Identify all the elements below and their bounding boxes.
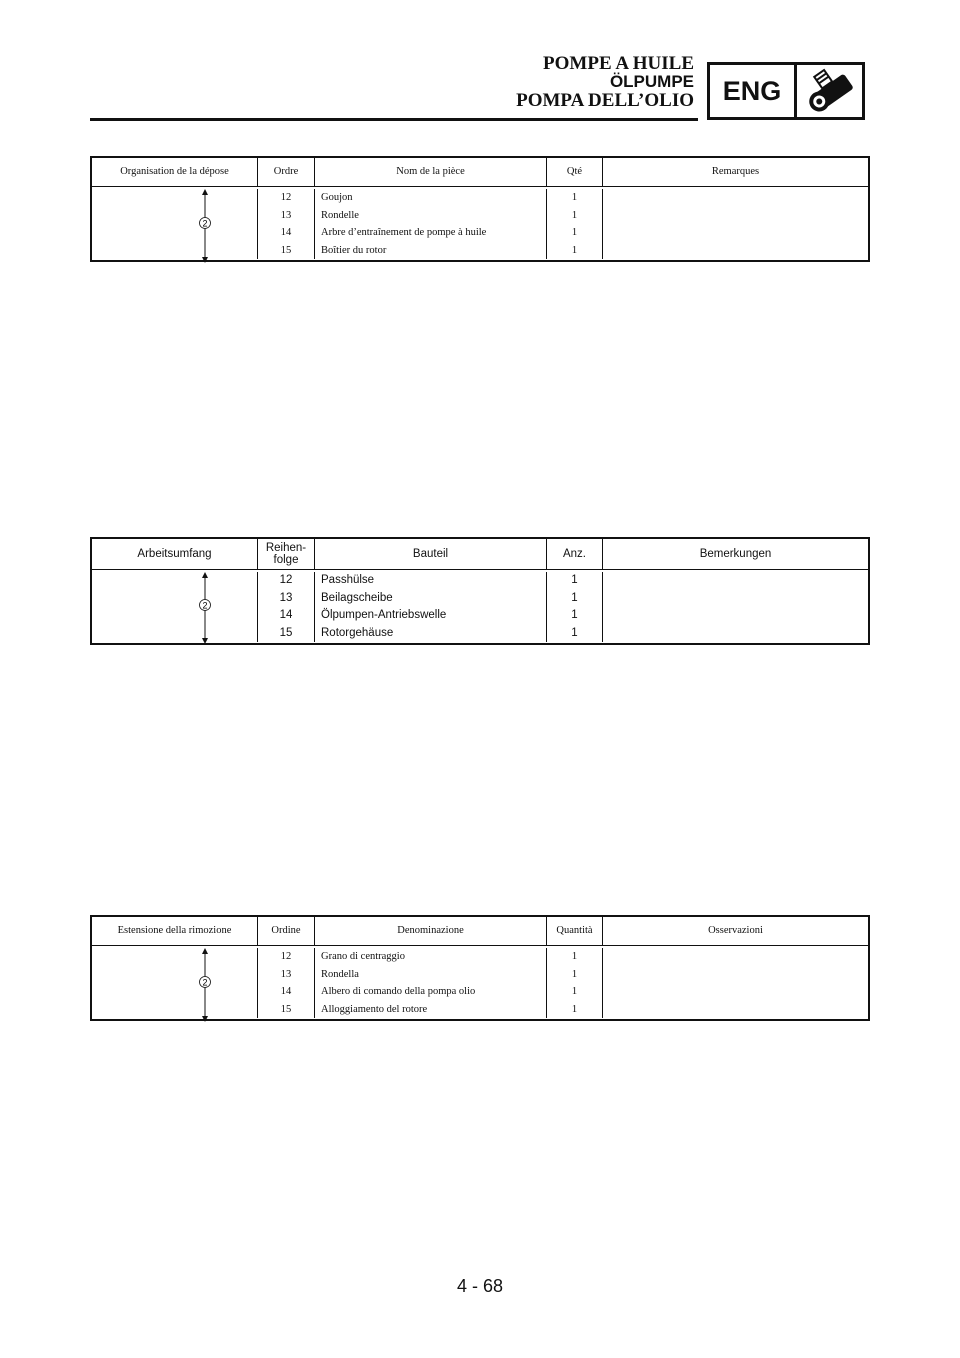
order-cell: 13 (280, 209, 292, 221)
order-cell: 14 (280, 986, 292, 997)
range-arrow-icon (192, 948, 222, 1022)
page-title-fr: POMPE A HUILE (543, 53, 694, 74)
group-number: 2 (202, 218, 208, 229)
header-order: Ordre (258, 158, 315, 186)
removal-table-fr (90, 156, 870, 262)
quantity-cell: 1 (571, 968, 578, 980)
removal-scope-cell (92, 948, 258, 1018)
removal-table-it (90, 915, 870, 1021)
header-rule (90, 118, 698, 121)
remarks-cell (603, 948, 868, 1018)
header-part-name: Bauteil (315, 539, 547, 569)
part-name-cell: Ölpumpen-Antriebswelle (321, 609, 447, 621)
quantity-cell: 1 (571, 626, 578, 639)
part-name-cell: Goujon (321, 192, 353, 203)
quantity-cell: 1 (571, 244, 578, 256)
header-remarks: Bemerkungen (699, 548, 772, 560)
quantity-cell: 1 (571, 609, 578, 621)
order-cell: 12 (279, 574, 293, 586)
header-part-name: Denominazione (315, 917, 547, 945)
part-name-cell: Albero di comando della pompa olio (321, 986, 476, 997)
part-name-cell: Boîtier du rotor (321, 244, 387, 256)
range-arrow-icon (192, 572, 222, 644)
group-number: 2 (202, 600, 208, 611)
quantity-cell: 1 (571, 574, 578, 586)
quantity-cell: 1 (571, 227, 578, 238)
engine-piston-icon (797, 65, 862, 117)
page-number: 4 - 68 (456, 1276, 504, 1296)
group-number: 2 (202, 977, 208, 988)
header-removal-scope: Organisation de la dépose (92, 158, 258, 186)
page-title-it: POMPA DELL’OLIO (516, 90, 694, 111)
header-quantity: Anz. (547, 539, 603, 569)
quantity-cell: 1 (571, 209, 578, 221)
order-cell: 15 (280, 1003, 292, 1015)
order-cell: 14 (280, 227, 292, 238)
quantity-cell: 1 (571, 986, 578, 997)
header-removal-scope: Estensione della rimozione (92, 917, 258, 945)
quantity-cell: 1 (571, 591, 578, 604)
range-arrow-icon (192, 189, 222, 263)
header-quantity: Qté (547, 158, 603, 186)
order-cell: 13 (279, 591, 293, 604)
part-name-cell: Passhülse (321, 574, 375, 586)
header-remarks: Remarques (711, 166, 760, 177)
quantity-cell: 1 (571, 1003, 578, 1015)
order-cell: 13 (280, 968, 292, 980)
removal-scope-cell (92, 572, 258, 642)
removal-table-de (90, 537, 870, 645)
order-cell: 15 (279, 626, 293, 639)
order-cell: 14 (279, 609, 293, 621)
header-remarks: Osservazioni (708, 925, 763, 936)
header-order: Ordine (258, 917, 315, 945)
order-cell: 15 (280, 244, 292, 256)
header-order: Reihen- folge (258, 539, 315, 569)
remarks-cell (603, 572, 868, 642)
part-name-cell: Alloggiamento del rotore (321, 1003, 428, 1015)
quantity-cell: 1 (571, 951, 578, 962)
remarks-cell (603, 189, 868, 259)
page-title-de: ÖLPUMPE (609, 72, 694, 91)
order-cell: 12 (280, 192, 292, 203)
order-cell: 12 (280, 951, 292, 962)
part-name-cell: Grano di centraggio (321, 951, 405, 962)
header-part-name: Nom de la pièce (315, 158, 547, 186)
eng-badge-label: ENG (710, 65, 797, 117)
header-quantity: Quantità (547, 917, 603, 945)
part-name-cell: Beilagscheibe (321, 591, 393, 604)
part-name-cell: Rotorgehäuse (321, 626, 394, 639)
part-name-cell: Rondella (321, 968, 359, 980)
part-name-cell: Rondelle (321, 209, 359, 221)
eng-section-badge (707, 62, 865, 120)
part-name-cell: Arbre d’entraînement de pompe à huile (321, 227, 487, 238)
removal-scope-cell (92, 189, 258, 259)
header-removal-scope: Arbeitsumfang (92, 539, 258, 569)
quantity-cell: 1 (571, 192, 578, 203)
